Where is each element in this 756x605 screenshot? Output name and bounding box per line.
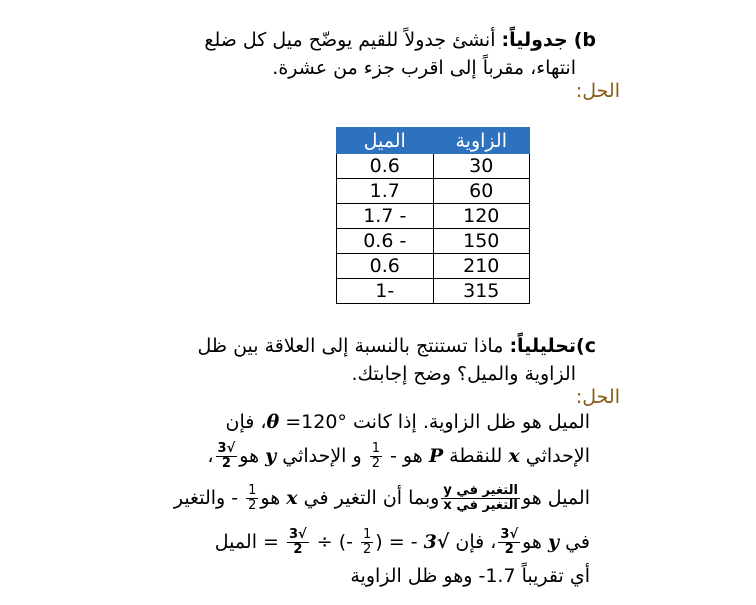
answer-line-2 [160,442,590,471]
solution-label-b: الحل: [575,80,620,102]
question-c-title: تحليلياً: [509,335,577,357]
header-slope: الميل [337,128,434,154]
half-fraction [370,442,382,471]
answer-line-4 [160,528,590,557]
slope-table [336,127,530,304]
p-symbol: P [428,445,444,467]
table-row [337,154,530,179]
slope-cell: 0.6 [337,254,434,279]
answer-line2-f: ، [207,445,214,467]
table-row [337,254,530,279]
table-row [337,229,530,254]
root3-fraction [216,442,238,471]
root3-num: √3 [500,527,519,542]
answer-line2-b: للنقطة [443,445,509,467]
solution-label-c: الحل: [575,386,620,408]
answer-line3-c: هو [260,487,287,509]
question-b-text2: انتهاء، مقرباً إلى اقرب جزء من عشرة. [272,57,576,79]
answer-line4-c: ، فإن [449,531,497,553]
root3-fraction [287,528,309,557]
table-row [337,179,530,204]
slope-cell: 0.6 [337,154,434,179]
x-symbol: x [286,487,298,509]
answer-line3-d: - والتغير [173,487,245,509]
x-symbol: x [508,445,520,467]
angle-cell: 30 [433,154,530,179]
answer-line3-b: وبما أن التغير في [297,487,440,509]
question-c [146,332,596,388]
slope-cell: -1 [337,279,434,304]
slope-cell: 1.7 [337,179,434,204]
answer-line4-d: - = ( [375,531,424,553]
answer-line4-b: هو [522,531,548,553]
half-num: 1 [371,441,380,456]
question-b [176,26,596,82]
change-x: التغير في x [443,498,518,513]
half-num: 1 [363,527,372,542]
question-b-label: b) [573,29,596,51]
answer-line2-c: هو - [384,445,429,467]
angle-cell: 150 [433,229,530,254]
y-symbol: y [547,531,560,553]
question-b-line1 [176,26,596,54]
half-den: 2 [248,498,257,513]
root3-num: √3 [217,441,236,456]
root3-fraction [498,528,520,557]
angle-cell: 210 [433,254,530,279]
change-fraction [441,484,520,513]
half-den: 2 [363,542,372,557]
half-fraction [361,528,373,557]
root3-den: 2 [504,542,514,557]
table-row [337,279,530,304]
question-c-text1: ماذا تستنتج بالنسبة إلى العلاقة بين ظل [197,335,510,357]
answer-line4-f: = الميل [214,531,285,553]
angle-cell: 315 [433,279,530,304]
answer-line1-text: الميل هو ظل الزاوية. إذا كانت °120= [279,411,590,433]
table-row [337,204,530,229]
answer-line-3 [160,484,590,513]
answer-line4-a: في [559,531,590,553]
half-fraction [246,484,258,513]
root3-den: 2 [221,456,231,471]
sqrt3-symbol: √3 [423,531,450,553]
question-c-line1 [146,332,596,360]
answer-line-1 [160,408,590,436]
answer-line4-e: -) ÷ [310,531,360,553]
slope-cell: - 1.7 [337,204,434,229]
answer-line2-e: هو [239,445,266,467]
angle-cell: 60 [433,179,530,204]
header-angle: الزاوية [433,128,530,154]
change-y: التغير في y [443,483,518,498]
half-den: 2 [371,456,380,471]
angle-cell: 120 [433,204,530,229]
half-num: 1 [248,483,257,498]
y-symbol: y [265,445,277,467]
root3-den: 2 [293,542,303,557]
theta-symbol: θ [266,411,280,433]
question-c-text2: الزاوية والميل؟ وضح إجابتك. [351,363,576,385]
answer-line2-d: و الإحداثي [276,445,368,467]
question-b-title: جدولياً: [501,29,568,51]
answer-line2-a: الإحداثي [519,445,590,467]
question-c-label: c) [576,335,596,357]
slope-cell: - 0.6 [337,229,434,254]
table-header-row [337,128,530,154]
answer-line3-a: الميل هو [521,487,590,509]
root3-num: √3 [288,527,307,542]
question-b-text1: أنشئ جدولاً للقيم يوضّح ميل كل ضلع [204,29,502,51]
answer-line-5: أي تقريباً 1.7- وهو ظل الزاوية [350,565,590,587]
answer-line1-end: ، فإن [225,411,267,433]
